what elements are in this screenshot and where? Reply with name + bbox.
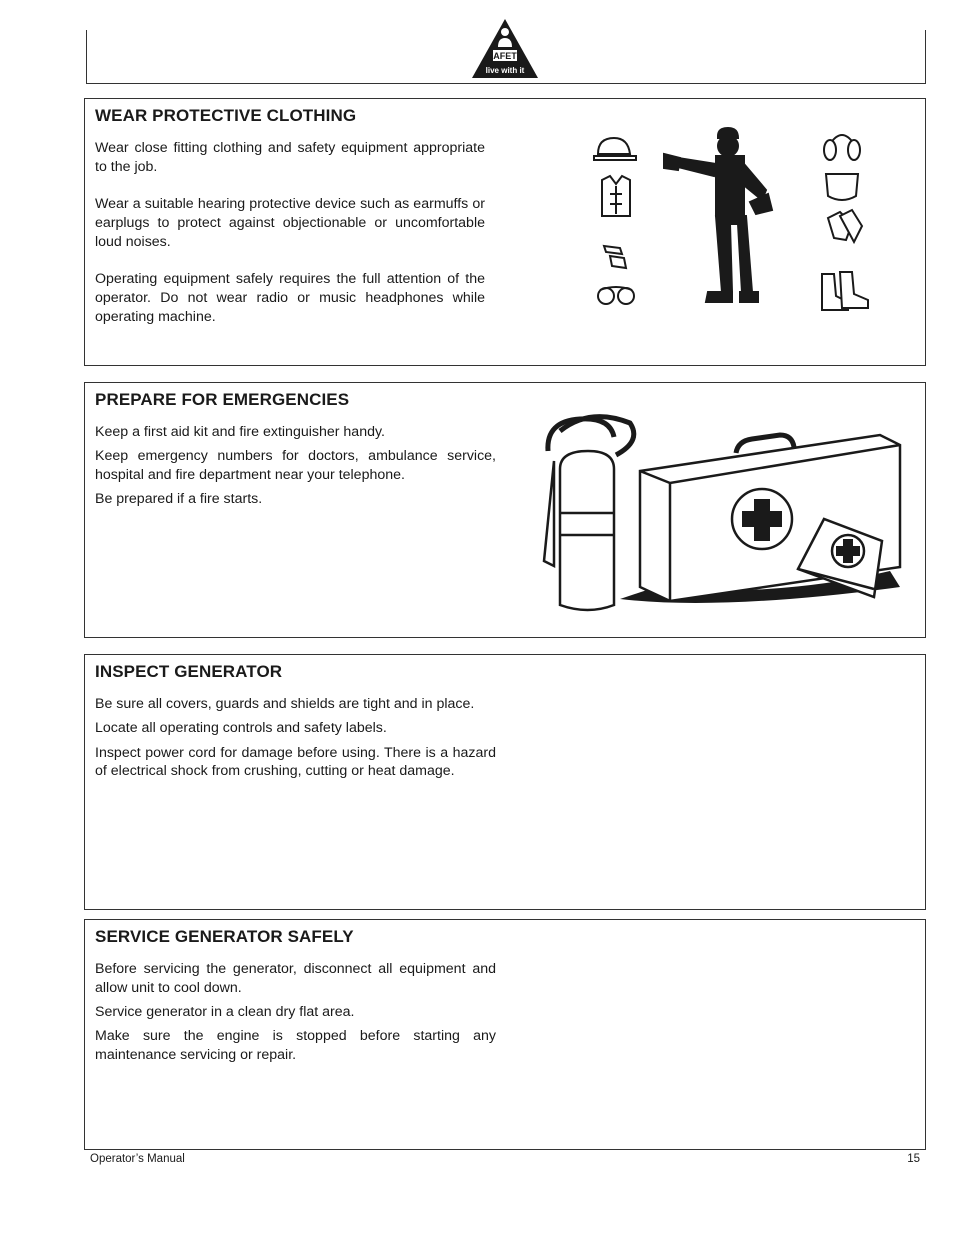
paragraph: Wear close fitting clothing and safety equipment appropriate to the job. (95, 140, 485, 175)
section-prepare-for-emergencies (84, 382, 926, 638)
paragraph: Keep a first aid kit and fire extinguisher handy. (95, 424, 385, 440)
earplugs-icon (604, 246, 626, 268)
protective-clothing-illustration (590, 124, 890, 324)
logo-text-bottom: live with it (485, 66, 525, 75)
paragraph: Before servicing the generator, disconnect all equipment and allow unit to cool down. (95, 961, 496, 996)
worker-figure (664, 128, 772, 302)
section-title: SERVICE GENERATOR SAFELY (95, 927, 354, 946)
section-body (95, 423, 496, 515)
paragraph: Inspect power cord for damage before using. There is a hazard of electrical shock from crushing, cutting or heat damage. (95, 744, 496, 780)
gloves-icon (828, 210, 862, 242)
earmuffs-icon (824, 135, 860, 160)
goggles-icon (598, 287, 634, 304)
paragraph: Service generator in a clean dry flat area. (95, 1004, 355, 1021)
first-aid-and-extinguisher-illustration (530, 401, 902, 616)
hard-hat-icon (594, 138, 636, 160)
paragraph: Make sure the engine is stopped before starting any maintenance servicing or repair. (95, 1028, 496, 1064)
paragraph: Wear a suitable hearing protective device such as earmuffs or earplugs to protect against objectionable or uncomfortable loud noises. (95, 196, 485, 250)
section-body (95, 695, 496, 787)
section-title: PREPARE FOR EMERGENCIES (95, 390, 350, 409)
paragraph: Be sure all covers, guards and shields are tight and in place. (95, 696, 475, 712)
page-number: 15 (907, 1153, 920, 1165)
safety-logo (471, 18, 539, 80)
section-title: WEAR PROTECTIVE CLOTHING (95, 106, 357, 125)
section-title: INSPECT GENERATOR (95, 662, 283, 681)
safety-vest-icon (602, 176, 630, 216)
footer-manual-title: Operator’s Manual (90, 1153, 185, 1165)
logo-text-top: SAFETY (487, 51, 523, 61)
paragraph: Locate all operating controls and safety labels. (95, 720, 387, 737)
section-body (95, 960, 496, 1070)
section-service-generator-safely (84, 919, 926, 1150)
fire-extinguisher-icon (544, 417, 634, 610)
section-body (95, 139, 485, 345)
paragraph: Keep emergency numbers for doctors, ambulance service, hospital and fire department near your telephone. (95, 448, 496, 484)
boots-icon (822, 272, 868, 310)
face-shield-icon (826, 174, 858, 200)
paragraph: Operating equipment safely requires the full attention of the operator. Do not wear radio or music headphones while operating machine. (95, 270, 485, 325)
section-inspect-generator (84, 654, 926, 910)
section-wear-protective-clothing (84, 98, 926, 366)
paragraph: Be prepared if a fire starts. (95, 491, 263, 508)
